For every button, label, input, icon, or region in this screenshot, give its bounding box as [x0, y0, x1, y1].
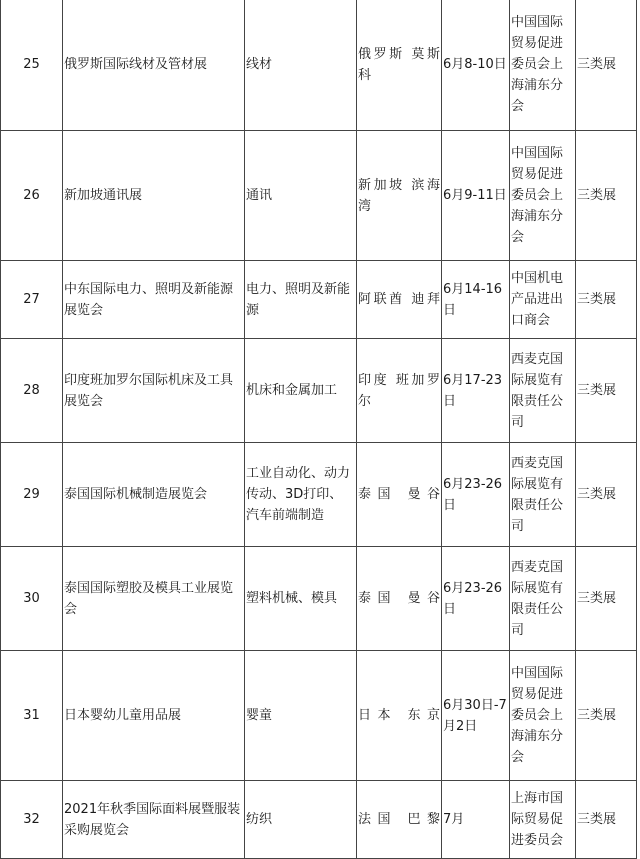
table-row [1, 339, 637, 443]
table-row [1, 781, 637, 859]
category: 三类展 [576, 443, 637, 547]
location: 法国 巴黎 [357, 781, 442, 859]
row-number: 25 [1, 0, 63, 131]
category: 三类展 [576, 651, 637, 781]
row-number: 26 [1, 131, 63, 261]
exhibition-name: 新加坡通讯展 [63, 131, 245, 261]
row-number: 31 [1, 651, 63, 781]
table-row [1, 0, 637, 131]
organizer: 西麦克国际展览有限责任公司 [510, 547, 576, 651]
date: 6月23-26日 [442, 443, 510, 547]
location: 阿联酋 迪拜 [357, 261, 442, 339]
exhibition-name: 泰国国际塑胶及模具工业展览会 [63, 547, 245, 651]
exhibition-name: 中东国际电力、照明及新能源展览会 [63, 261, 245, 339]
exhibition-name: 日本婴幼儿童用品展 [63, 651, 245, 781]
date: 6月30日-7月2日 [442, 651, 510, 781]
category: 三类展 [576, 547, 637, 651]
exhibition-name: 俄罗斯国际线材及管材展 [63, 0, 245, 131]
location: 新加坡 滨海湾 [357, 131, 442, 261]
industry: 线材 [245, 0, 357, 131]
category: 三类展 [576, 781, 637, 859]
row-number: 32 [1, 781, 63, 859]
table-row [1, 131, 637, 261]
organizer: 中国国际贸易促进委员会上海浦东分会 [510, 651, 576, 781]
location: 泰国 曼谷 [357, 547, 442, 651]
table-row [1, 547, 637, 651]
category: 三类展 [576, 0, 637, 131]
table-row [1, 651, 637, 781]
location: 日本 东京 [357, 651, 442, 781]
date: 6月14-16日 [442, 261, 510, 339]
date: 6月17-23日 [442, 339, 510, 443]
category: 三类展 [576, 339, 637, 443]
exhibition-name: 印度班加罗尔国际机床及工具展览会 [63, 339, 245, 443]
industry: 机床和金属加工 [245, 339, 357, 443]
location: 俄罗斯 莫斯科 [357, 0, 442, 131]
row-number: 27 [1, 261, 63, 339]
row-number: 30 [1, 547, 63, 651]
date: 6月8-10日 [442, 0, 510, 131]
date: 6月9-11日 [442, 131, 510, 261]
exhibition-name: 泰国国际机械制造展览会 [63, 443, 245, 547]
industry: 婴童 [245, 651, 357, 781]
industry: 纺织 [245, 781, 357, 859]
row-number: 28 [1, 339, 63, 443]
exhibition-name: 2021年秋季国际面料展暨服装采购展览会 [63, 781, 245, 859]
organizer: 上海市国际贸易促进委员会 [510, 781, 576, 859]
organizer: 中国国际贸易促进委员会上海浦东分会 [510, 0, 576, 131]
table-row [1, 443, 637, 547]
industry: 电力、照明及新能源 [245, 261, 357, 339]
date: 6月23-26日 [442, 547, 510, 651]
organizer: 西麦克国际展览有限责任公司 [510, 339, 576, 443]
location: 泰国 曼谷 [357, 443, 442, 547]
industry: 工业自动化、动力传动、3D打印、汽车前端制造 [245, 443, 357, 547]
organizer: 西麦克国际展览有限责任公司 [510, 443, 576, 547]
location: 印度 班加罗尔 [357, 339, 442, 443]
category: 三类展 [576, 131, 637, 261]
date: 7月 [442, 781, 510, 859]
organizer: 中国机电产品进出口商会 [510, 261, 576, 339]
organizer: 中国国际贸易促进委员会上海浦东分会 [510, 131, 576, 261]
category: 三类展 [576, 261, 637, 339]
table-row [1, 261, 637, 339]
industry: 塑料机械、模具 [245, 547, 357, 651]
row-number: 29 [1, 443, 63, 547]
industry: 通讯 [245, 131, 357, 261]
